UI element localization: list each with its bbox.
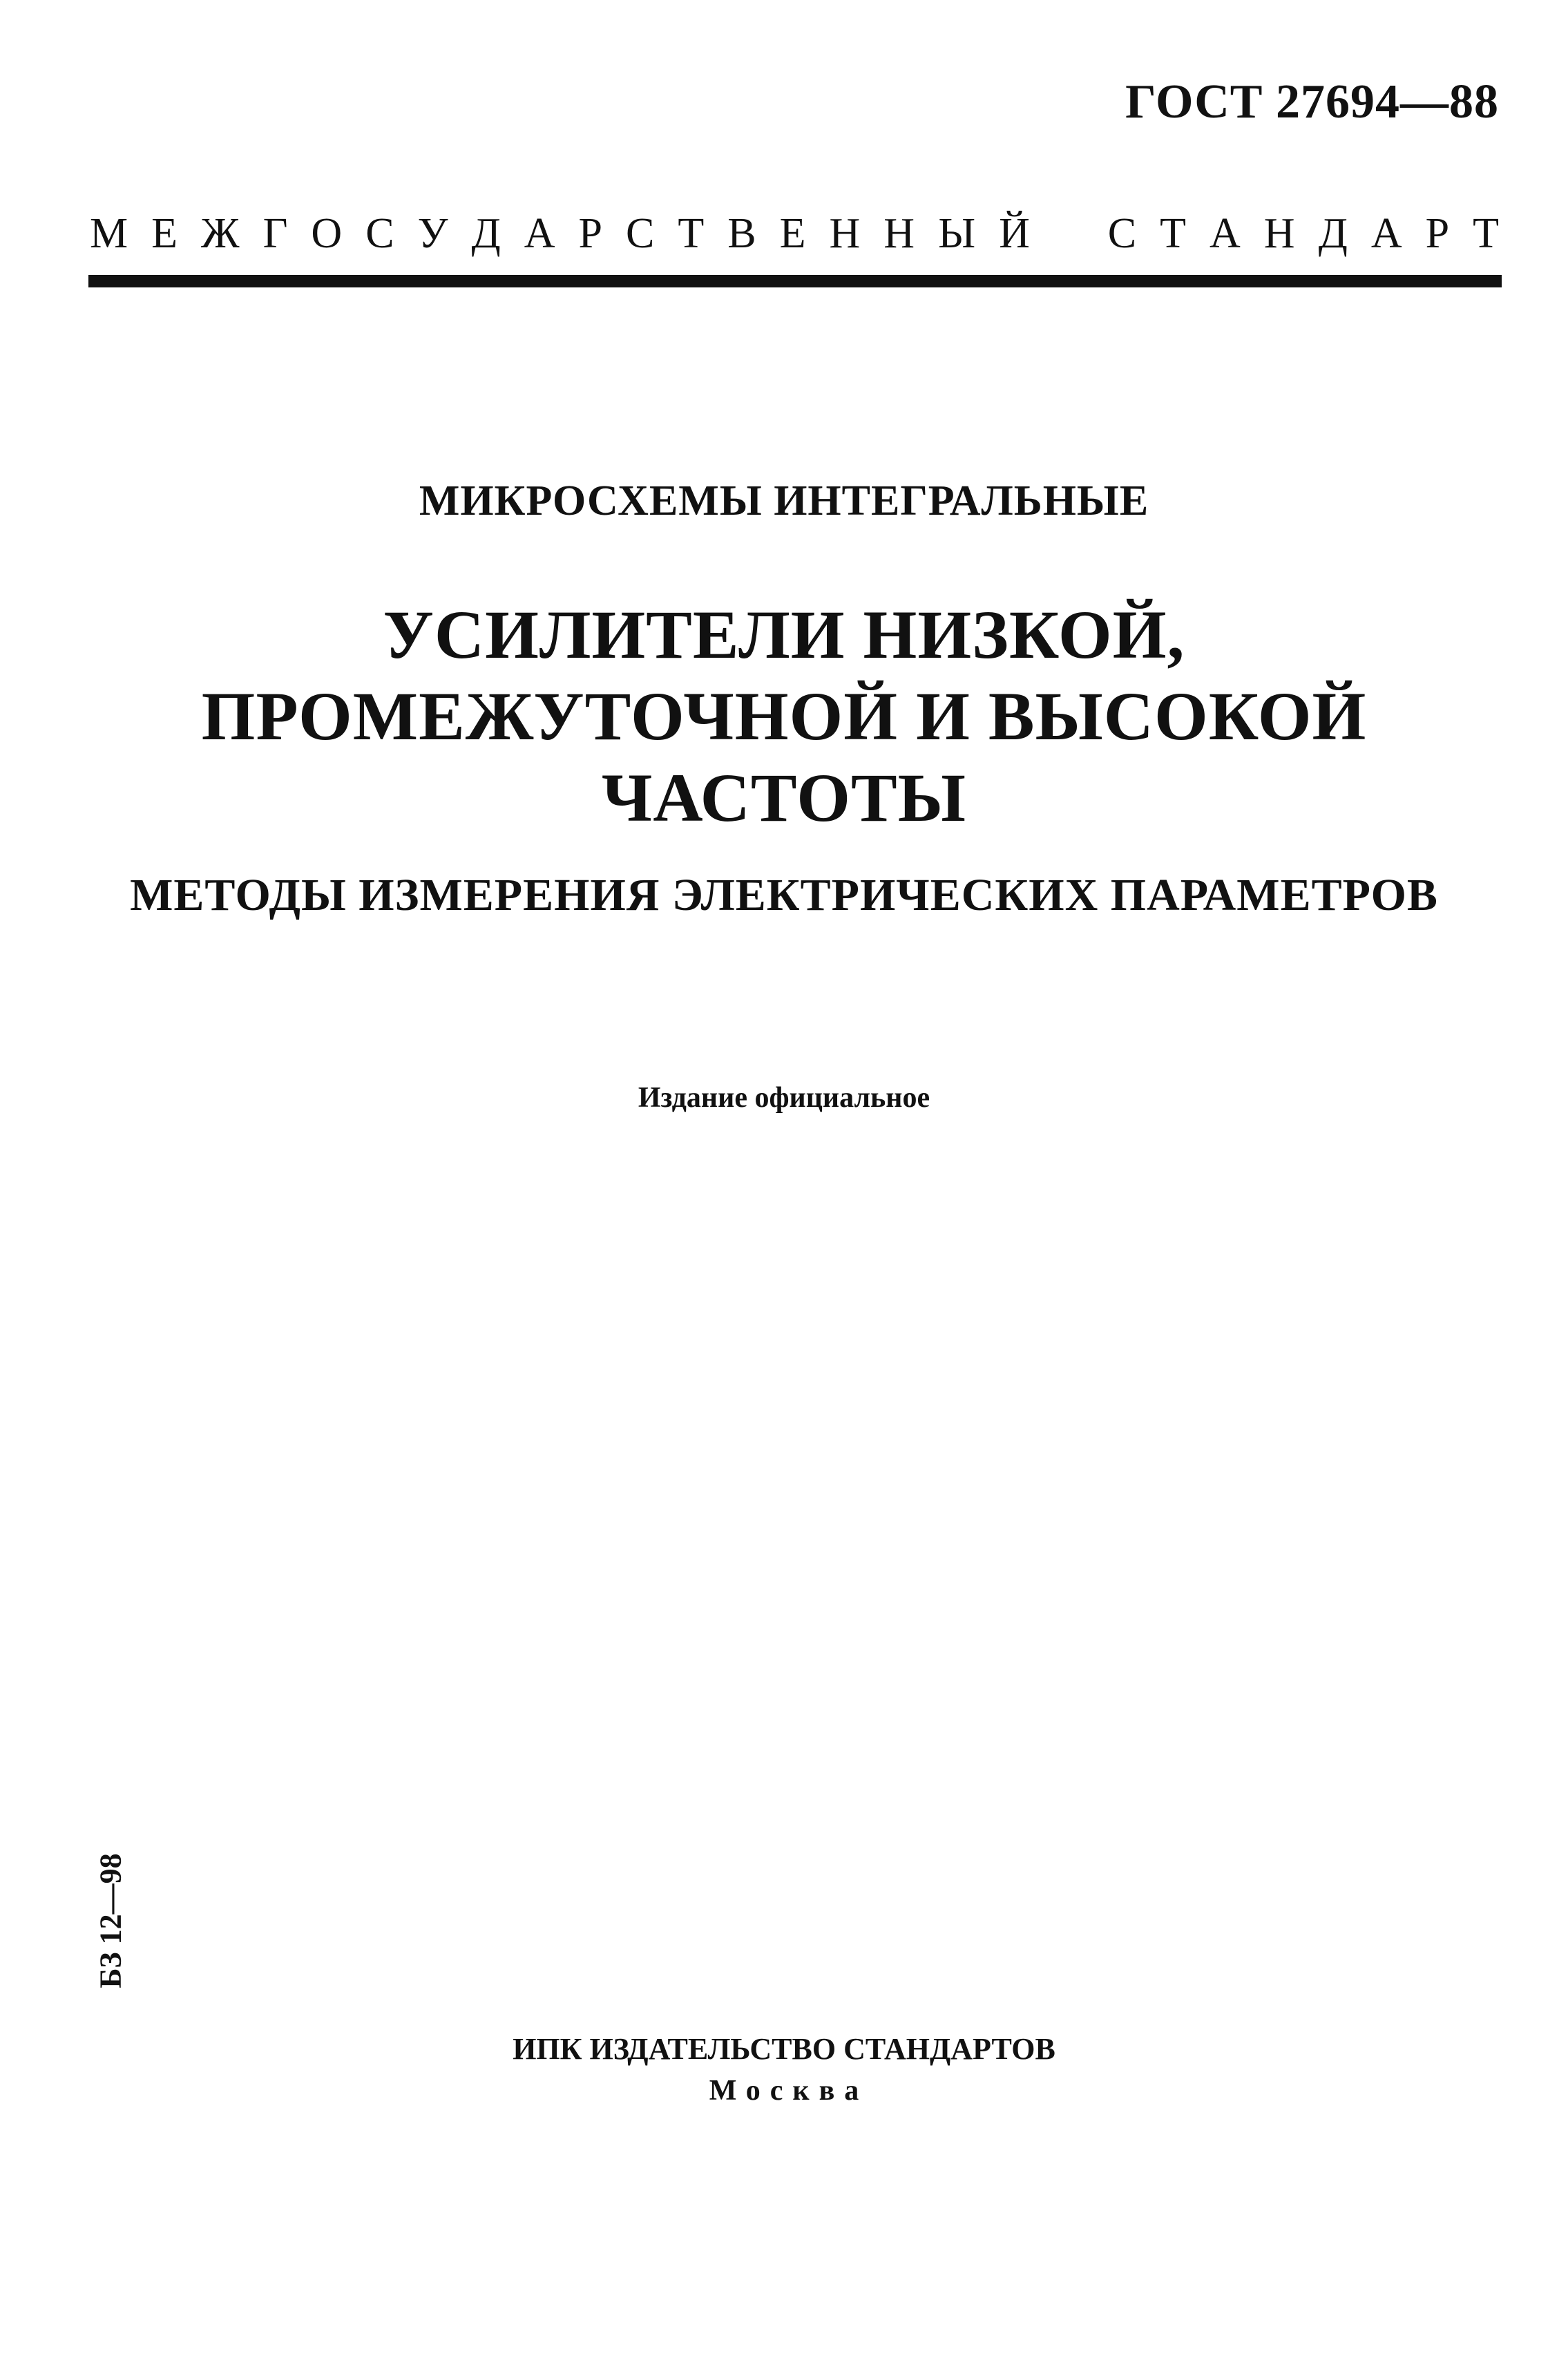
heading-letter: Г [262, 209, 288, 257]
document-category: МИКРОСХЕМЫ ИНТЕГРАЛЬНЫЕ [419, 477, 1149, 524]
heading-letter: А [1370, 209, 1402, 257]
title-line-1: УСИЛИТЕЛИ НИЗКОЙ, [383, 596, 1185, 673]
heading-letter: Н [829, 209, 861, 257]
heading-letter: С [1107, 209, 1137, 257]
heading-letter: Р [578, 209, 603, 257]
standard-type-word-standard [1084, 209, 1499, 258]
standard-type-word-interstate [90, 209, 1053, 258]
publisher-name: ИПК ИЗДАТЕЛЬСТВО СТАНДАРТОВ [513, 2032, 1055, 2066]
heading-letter: Й [999, 209, 1030, 257]
heading-letter: Н [1263, 209, 1295, 257]
heading-letter: А [524, 209, 555, 257]
standard-type-heading [90, 206, 1499, 261]
publisher-city: Москва [709, 2075, 869, 2107]
heading-letter: А [1210, 209, 1241, 257]
title-line-3: ЧАСТОТЫ [602, 759, 966, 836]
heading-letter: Д [1318, 209, 1348, 257]
gost-number: ГОСТ 27694—88 [1125, 75, 1499, 129]
heading-letter: У [417, 209, 448, 257]
heading-letter: Ы [938, 209, 976, 257]
heading-letter: Р [1425, 209, 1450, 257]
heading-letter: О [311, 209, 343, 257]
header-divider [88, 275, 1502, 287]
heading-letter: Т [678, 209, 705, 257]
document-subtitle: МЕТОДЫ ИЗМЕРЕНИЯ ЭЛЕКТРИЧЕСКИХ ПАРАМЕТРОВ [130, 870, 1438, 920]
heading-letter: М [90, 209, 128, 257]
heading-letter: Т [1473, 209, 1499, 257]
title-line-2: ПРОМЕЖУТОЧНОЙ И ВЫСОКОЙ [201, 678, 1367, 754]
document-title [0, 594, 1568, 839]
heading-letter: Ж [201, 209, 240, 257]
heading-letter: Т [1160, 209, 1186, 257]
edition-note: Издание официальное [638, 1082, 930, 1114]
heading-letter: С [626, 209, 655, 257]
heading-letter: Д [471, 209, 501, 257]
side-code: БЗ 12—98 [93, 1853, 128, 1988]
heading-letter: Е [779, 209, 806, 257]
heading-letter: Е [151, 209, 178, 257]
heading-letter: С [365, 209, 394, 257]
heading-letter: Н [883, 209, 915, 257]
heading-letter: В [727, 209, 756, 257]
